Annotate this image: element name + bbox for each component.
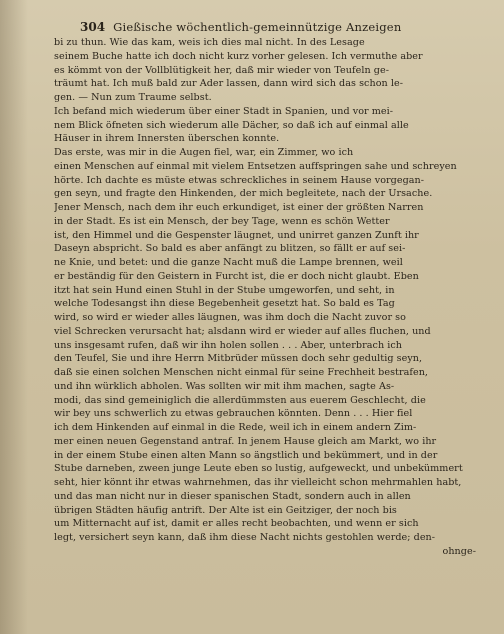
text-line: mer einen neuen Gegenstand antraf. In jenem Hause gleich am Markt, wo ihr	[54, 435, 437, 447]
body-text	[54, 36, 476, 545]
text-line: in der Stadt. Es ist ein Mensch, der bey Tage, wenn es schön Wetter	[54, 215, 390, 227]
text-line: gen seyn, und fragte den Hinkenden, der mich begleitete, nach der Ursache.	[54, 188, 433, 200]
text-line: uns insgesamt rufen, daß wir ihn holen sollen . . . Aber, unterbrach ich	[54, 339, 403, 351]
text-line: und das man nicht nur in dieser spanischen Stadt, sondern auch in allen	[54, 490, 411, 502]
text-line: Daseyn abspricht. So bald es aber anfängt zu blitzen, so fällt er auf sei-	[54, 243, 406, 255]
text-line: wird, so wird er wieder alles läugnen, was ihm doch die Nacht zuvor so	[54, 312, 406, 323]
running-title: Gießische wöchentlich-gemeinnützige Anzeigen	[113, 20, 402, 34]
text-line: übrigen Städten häufig antrift. Der Alte ist ein Geitziger, der noch bis	[54, 504, 397, 516]
text-line: und ihn würklich abholen. Was sollten wir mit ihm machen, sagte As-	[54, 380, 395, 392]
text-line: ist, den Himmel und die Gespenster läugnet, und unirret ganzen Zunft ihr	[54, 229, 419, 241]
text-line: ich dem Hinkenden auf einmal in die Rede, weil ich in einem andern Zim-	[54, 422, 417, 433]
text-line: es kömmt von der Vollblütigkeit her, daß mir wieder von Teufeln ge-	[54, 64, 389, 76]
text-line: Ich befand mich wiederum über einer Stadt in Spanien, und vor mei-	[54, 105, 394, 117]
text-line: den Teufel, Sie und ihre Herrn Mitbrüder müssen doch sehr gedultig seyn,	[54, 353, 423, 365]
text-line: legt, versichert seyn kann, daß ihm diese Nacht nichts gestohlen werde; den-	[54, 532, 436, 543]
text-line: in der einem Stube einen alten Mann so ängstlich und bekümmert, und in der	[54, 449, 438, 461]
text-line: seht, hier könnt ihr etwas wahrnehmen, das ihr vielleicht schon mehrmahlen habt,	[54, 477, 462, 488]
text-line: ne Knie, und betet: und die ganze Nacht muß die Lampe brennen, weil	[54, 257, 403, 268]
text-line: nem Blick öfneten sich wiederum alle Dächer, so daß ich auf einmal alle	[54, 119, 409, 131]
text-line: seinem Buche hatte ich doch nicht kurz vorher gelesen. Ich vermuthe aber	[54, 50, 423, 62]
text-line: itzt hat sein Hund einen Stuhl in der Stube umgeworfen, und seht, in	[54, 284, 395, 296]
text-line: träumt hat. Ich muß bald zur Ader lassen, dann wird sich das schon le-	[54, 78, 404, 90]
text-line: bi zu thun. Wie das kam, weis ich dies mal nicht. In des Lesage	[54, 37, 365, 48]
text-line: wir bey uns schwerlich zu etwas gebrauchen könnten. Denn . . . Hier fiel	[54, 408, 413, 420]
text-line: Häuser in ihrem Innersten überschen konnte.	[54, 133, 280, 145]
text-line: einen Menschen auf einmal mit vielem Entsetzen auffspringen sahe und schreyen	[54, 160, 457, 172]
text-line: er beständig für den Geistern in Furcht ist, die er doch nicht glaubt. Eben	[54, 270, 419, 282]
text-line: um Mitternacht auf ist, damit er alles recht beobachten, und wenn er sich	[54, 518, 419, 530]
text-line: Stube darneben, zween junge Leute eben so lustig, aufgeweckt, und unbekümmert	[54, 463, 463, 475]
text-line: modi, das sind gemeiniglich die allerdümmsten aus euerem Geschlecht, die	[54, 394, 426, 406]
catchword: ohnge-	[442, 545, 476, 557]
text-line: welche Todesangst ihn diese Begebenheit gesetzt hat. So bald es Tag	[54, 298, 395, 310]
text-line: Jener Mensch, nach dem ihr euch erkundiget, ist einer der größten Narren	[54, 202, 424, 213]
text-line: gen. — Nun zum Traume selbst.	[54, 92, 212, 103]
text-line: viel Schrecken verursacht hat; alsdann wird er wieder auf alles fluchen, und	[54, 325, 431, 337]
text-line: hörte. Ich dachte es müste etwas schreckliches in seinem Hause vorgegan-	[54, 174, 425, 186]
page-header	[80, 20, 476, 34]
text-line: Das erste, was mir in die Augen fiel, war, ein Zimmer, wo ich	[54, 147, 354, 158]
text-line: daß sie einen solchen Menschen nicht einmal für seine Frechheit bestrafen,	[54, 367, 429, 378]
page-number: 304	[80, 20, 106, 34]
